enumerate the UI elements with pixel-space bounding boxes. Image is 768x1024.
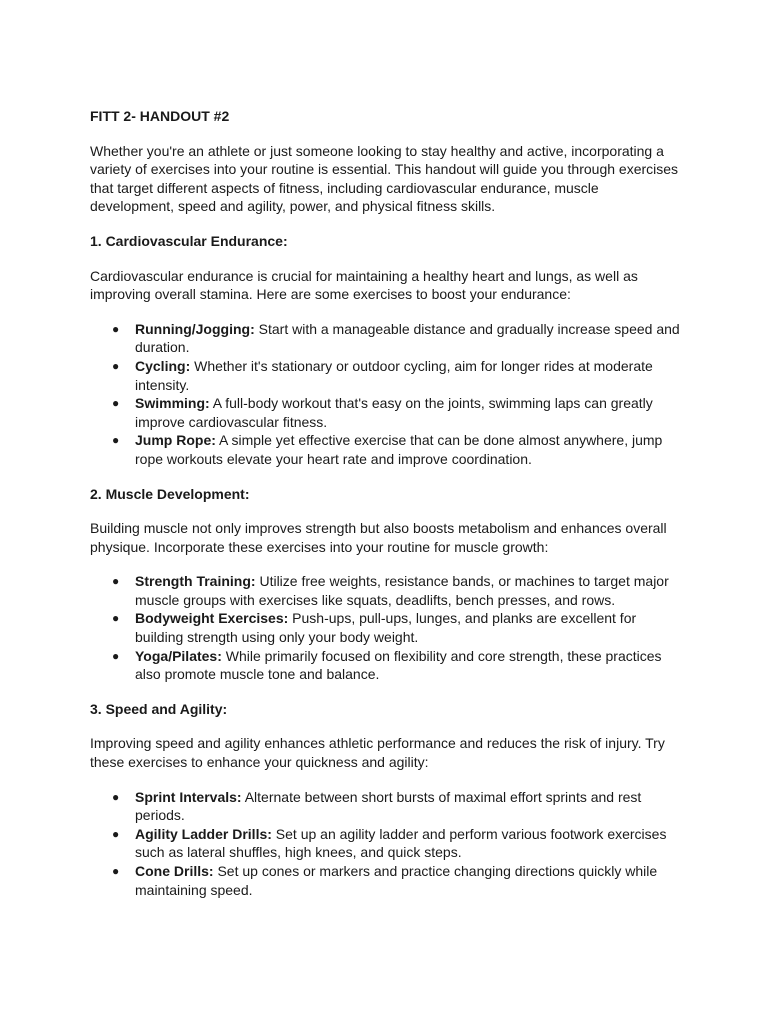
- exercise-description: Whether it's stationary or outdoor cycling, aim for longer rides at moderate intensity.: [135, 357, 653, 393]
- exercise-description: A full-body workout that's easy on the joints, swimming laps can greatly improve cardiovascular fitness.: [135, 395, 653, 430]
- list-item: [90, 609, 680, 646]
- exercise-description: While primarily focused on flexibility and core strength, these practices also promote muscle tone and balance.: [135, 647, 662, 683]
- exercise-description: Utilize free weights, resistance bands, or machines to target major muscle groups with exercises like squats, deadlifts, bench presses, and rows.: [135, 573, 669, 608]
- section-heading-cardiovascular: 1. Cardiovascular Endurance:: [90, 232, 288, 249]
- exercise-term: Cycling:: [135, 357, 191, 374]
- exercise-term: Cone Drills:: [135, 863, 214, 879]
- bullet-icon: ●: [112, 358, 120, 373]
- bullet-icon: ●: [112, 789, 120, 804]
- list-item: [90, 320, 680, 357]
- exercise-description: Start with a manageable distance and gradually increase speed and duration.: [135, 320, 680, 356]
- document-page: [90, 107, 680, 915]
- section-text-cardiovascular: Cardiovascular endurance is crucial for maintaining a healthy heart and lungs, as well as improving overall stamina. Here are some exercises to boost your endurance:: [90, 267, 638, 303]
- section-text-muscle: Building muscle not only improves strength but also boosts metabolism and enhances overall physique. Incorporate these exercises into your routine for muscle growth:: [90, 520, 667, 555]
- list-item: [90, 357, 680, 394]
- document-title: FITT 2- HANDOUT #2: [90, 108, 230, 124]
- list-item: [90, 431, 680, 468]
- exercise-term: Sprint Intervals:: [135, 788, 242, 805]
- list-item: [90, 394, 680, 431]
- bullet-icon: ●: [112, 433, 120, 448]
- exercise-term: Strength Training:: [135, 573, 256, 590]
- exercise-description: A simple yet effective exercise that can be done almost anywhere, jump rope workouts elevate your heart rate and improve coordination.: [135, 432, 663, 467]
- bullet-icon: ●: [112, 611, 120, 626]
- section-heading-muscle: 2. Muscle Development:: [90, 485, 250, 502]
- exercise-description: Set up cones or markers and practice changing directions quickly while maintaining speed.: [135, 863, 658, 898]
- exercise-term: Swimming:: [135, 395, 210, 412]
- section-text-speed-agility: Improving speed and agility enhances athletic performance and reduces the risk of injury. Try these exercises to enhance your quickness and agility:: [90, 735, 665, 771]
- exercise-list-muscle: [90, 572, 680, 684]
- exercise-description: Set up an agility ladder and perform various footwork exercises such as lateral shuffles, high knees, and quick steps.: [135, 825, 667, 861]
- list-item: [90, 572, 680, 609]
- exercise-term: Running/Jogging:: [135, 320, 255, 337]
- exercise-description: Alternate between short bursts of maximal effort sprints and rest periods.: [135, 788, 642, 824]
- bullet-icon: ●: [112, 826, 120, 841]
- bullet-icon: ●: [112, 396, 120, 411]
- list-item: [90, 788, 680, 825]
- exercise-description: Push-ups, pull-ups, lunges, and planks are excellent for building strength using only your body weight.: [135, 610, 637, 646]
- list-item: [90, 862, 680, 899]
- list-item: [90, 825, 680, 862]
- list-item: [90, 647, 680, 684]
- exercise-term: Yoga/Pilates:: [135, 647, 222, 664]
- intro-paragraph: Whether you're an athlete or just someone looking to stay healthy and active, incorporating a variety of exercises into your routine is essential. This handout will guide you through exercises that target different aspects of fitness, including cardiovascular endurance, muscle development, speed and agility, power, and physical fitness skills.: [90, 142, 679, 215]
- bullet-icon: ●: [112, 648, 120, 663]
- bullet-icon: ●: [112, 321, 120, 336]
- section-heading-speed-agility: 3. Speed and Agility:: [90, 700, 228, 717]
- bullet-icon: ●: [112, 864, 120, 878]
- bullet-icon: ●: [112, 574, 120, 589]
- exercise-list-speed-agility: [90, 788, 680, 900]
- exercise-term: Jump Rope:: [135, 432, 216, 449]
- exercise-term: Agility Ladder Drills:: [135, 825, 272, 842]
- exercise-list-cardiovascular: [90, 320, 680, 469]
- exercise-term: Bodyweight Exercises:: [135, 610, 289, 627]
